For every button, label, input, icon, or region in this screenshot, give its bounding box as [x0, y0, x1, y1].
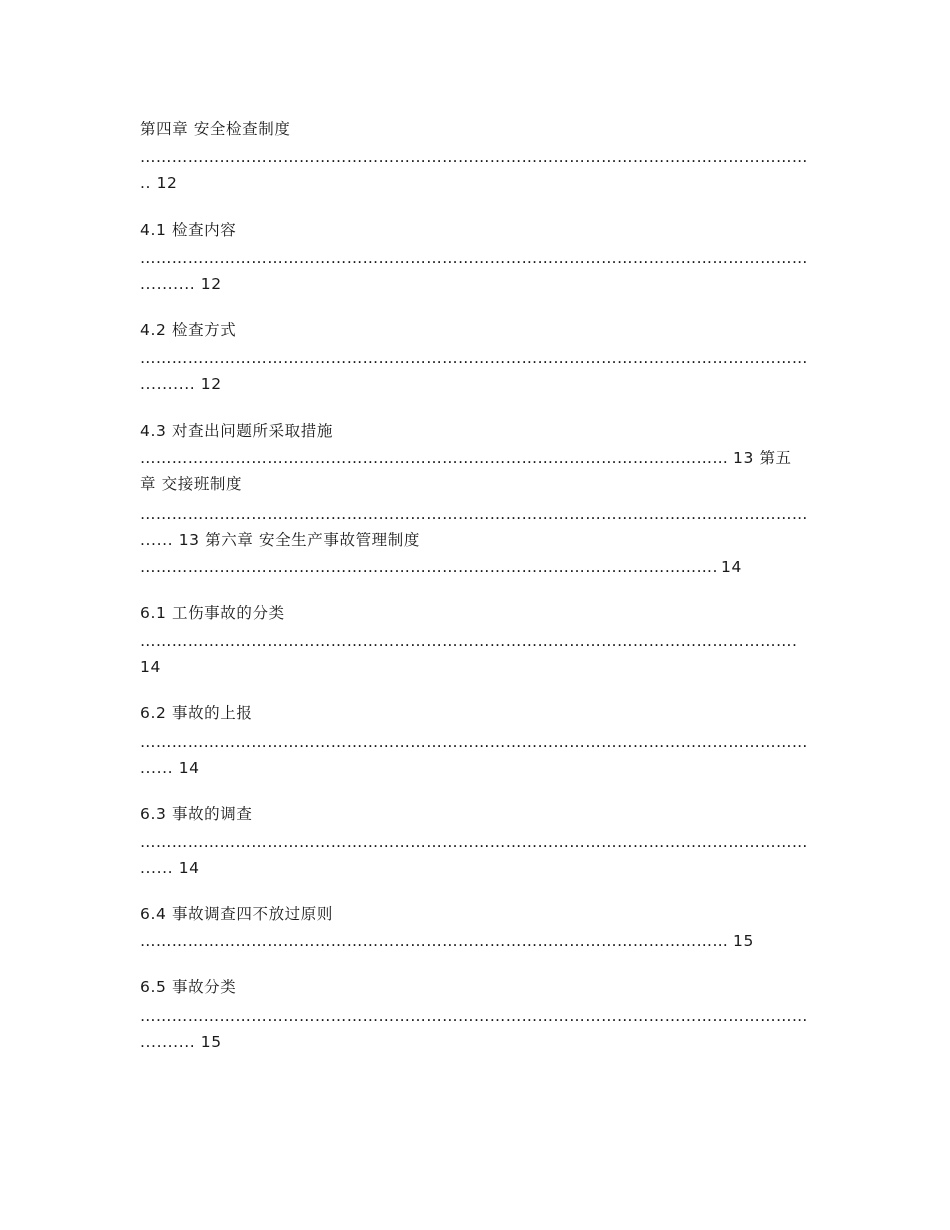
toc-leader-dots — [140, 146, 808, 168]
toc-entry-title: 6.2 事故的上报 — [140, 704, 253, 722]
toc-leader-dots — [140, 731, 808, 753]
toc-entry-page: ...... 14 — [140, 759, 200, 777]
toc-leader-dots — [140, 1005, 808, 1027]
toc-entry-page: .......... 12 — [140, 375, 222, 393]
toc-entry-page: ...... 13 第六章 安全生产事故管理制度 — [140, 531, 420, 549]
toc-entry-page: 15 — [733, 932, 754, 950]
toc-leader-dots — [140, 247, 808, 269]
toc-entry-title: 6.4 事故调查四不放过原则 — [140, 905, 333, 923]
toc-entry-page: 14 — [140, 658, 161, 676]
toc-entry-page: .......... 12 — [140, 275, 222, 293]
toc-entry-page: .......... 15 — [140, 1033, 222, 1051]
toc-leader-dots — [140, 503, 808, 525]
toc-entry-title: 章 交接班制度 — [140, 475, 243, 493]
toc-leader-dots — [140, 556, 716, 578]
toc-entry-page: 13 第五 — [733, 449, 792, 467]
toc-entry-page: 14 — [721, 558, 742, 576]
toc-entry-title: 6.1 工伤事故的分类 — [140, 604, 285, 622]
toc-entry-title: 4.1 检查内容 — [140, 221, 237, 239]
toc-leader-dots — [140, 347, 808, 369]
toc-entry-title: 第四章 安全检查制度 — [140, 120, 291, 138]
toc-entry-title: 4.2 检查方式 — [140, 321, 237, 339]
toc-entry-page: .. 12 — [140, 174, 178, 192]
toc-leader-dots — [140, 447, 728, 469]
toc-entry-title: 6.3 事故的调查 — [140, 805, 253, 823]
toc-leader-dots — [140, 831, 808, 853]
toc-leader-dots — [140, 630, 796, 652]
toc-entry-page: ...... 14 — [140, 859, 200, 877]
toc-entry-title: 6.5 事故分类 — [140, 978, 237, 996]
toc-entry-title: 4.3 对查出问题所采取措施 — [140, 422, 333, 440]
toc-leader-dots — [140, 930, 728, 952]
